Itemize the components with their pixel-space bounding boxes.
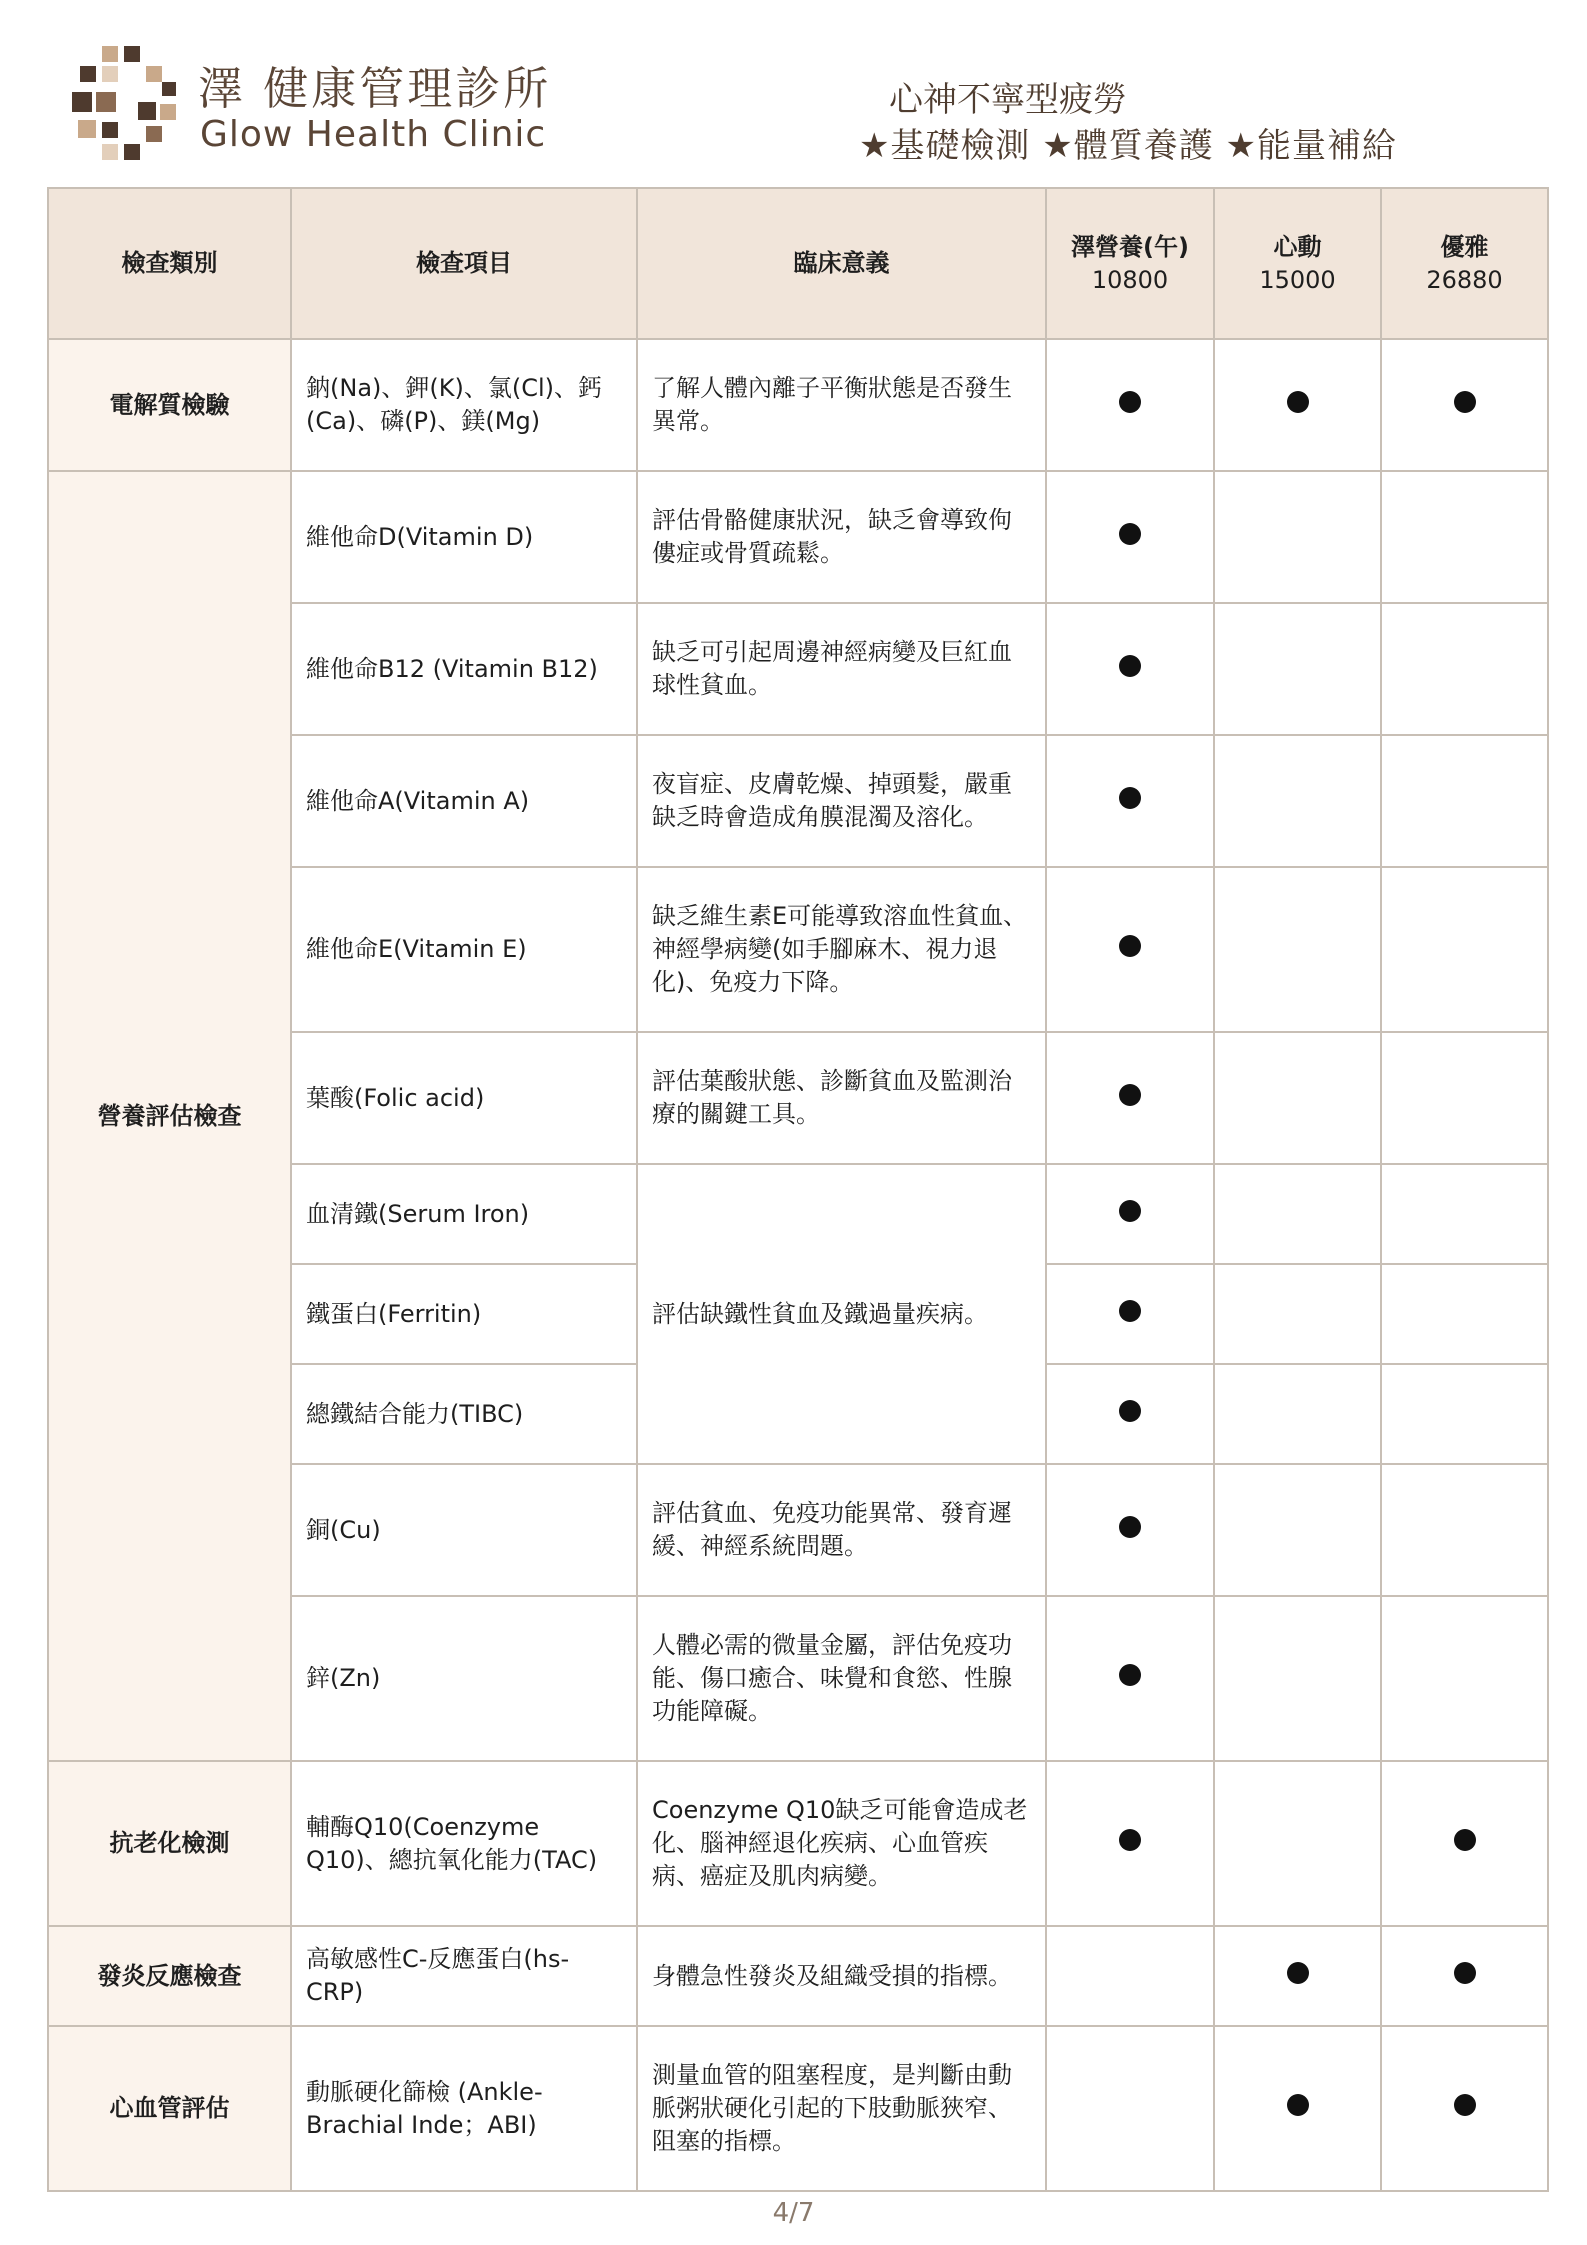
included-dot-icon	[1287, 1962, 1309, 1984]
meaning-cell: 缺乏維生素E可能導致溶血性貧血、神經學病變(如手腳麻木、視力退化)、免疫力下降。	[637, 867, 1046, 1032]
item-cell: 葉酸(Folic acid)	[291, 1032, 637, 1164]
plan2-mark	[1214, 1264, 1381, 1364]
plan2-mark	[1214, 603, 1381, 735]
category-cell: 營養評估檢查	[48, 471, 291, 1761]
plan2-mark	[1214, 1032, 1381, 1164]
category-cell: 抗老化檢測	[48, 1761, 291, 1926]
plan2-mark	[1214, 735, 1381, 867]
included-dot-icon	[1119, 1829, 1141, 1851]
plan3-mark	[1381, 867, 1548, 1032]
plan3-mark	[1381, 1032, 1548, 1164]
included-dot-icon	[1119, 523, 1141, 545]
included-dot-icon	[1454, 391, 1476, 413]
plan2-mark	[1214, 471, 1381, 603]
plan3-mark	[1381, 2026, 1548, 2191]
item-cell: 動脈硬化篩檢 (Ankle-Brachial Inde；ABI)	[291, 2026, 637, 2191]
plan3-mark	[1381, 735, 1548, 867]
included-dot-icon	[1119, 655, 1141, 677]
included-dot-icon	[1119, 1400, 1141, 1422]
item-cell: 輔酶Q10(Coenzyme Q10)、總抗氧化能力(TAC)	[291, 1761, 637, 1926]
included-dot-icon	[1119, 1084, 1141, 1106]
included-dot-icon	[1119, 1200, 1141, 1222]
plan2-mark	[1214, 1464, 1381, 1596]
item-cell: 維他命A(Vitamin A)	[291, 735, 637, 867]
plan1-mark	[1046, 1464, 1214, 1596]
plan2-mark	[1214, 867, 1381, 1032]
meaning-cell: 評估骨骼健康狀況，缺乏會導致佝僂症或骨質疏鬆。	[637, 471, 1046, 603]
plan1-mark	[1046, 2026, 1214, 2191]
plan1-name: 澤營養(午)	[1071, 232, 1189, 261]
promo-title: 心神不寧型疲勞	[889, 80, 1127, 120]
table-row	[48, 339, 1548, 471]
included-dot-icon	[1119, 787, 1141, 809]
plan3-mark	[1381, 339, 1548, 471]
plan1-mark	[1046, 471, 1214, 603]
category-cell: 電解質檢驗	[48, 339, 291, 471]
plan1-mark	[1046, 735, 1214, 867]
meaning-cell: 測量血管的阻塞程度，是判斷由動脈粥狀硬化引起的下肢動脈狹窄、阻塞的指標。	[637, 2026, 1046, 2191]
category-cell: 發炎反應檢查	[48, 1926, 291, 2026]
clinic-logo-icon	[72, 46, 182, 162]
included-dot-icon	[1454, 1962, 1476, 1984]
plan1-mark	[1046, 1364, 1214, 1464]
plan3-mark	[1381, 1264, 1548, 1364]
included-dot-icon	[1119, 935, 1141, 957]
meaning-cell: 身體急性發炎及組織受損的指標。	[637, 1926, 1046, 2026]
page-number: 4/7	[772, 2198, 815, 2228]
meaning-cell: 夜盲症、皮膚乾燥、掉頭髮，嚴重缺乏時會造成角膜混濁及溶化。	[637, 735, 1046, 867]
item-cell: 鋅(Zn)	[291, 1596, 637, 1761]
header-meaning: 臨床意義	[637, 188, 1046, 339]
plan3-price: 26880	[1426, 265, 1503, 294]
plan3-mark	[1381, 1596, 1548, 1761]
item-cell: 鐵蛋白(Ferritin)	[291, 1264, 637, 1364]
item-cell: 總鐵結合能力(TIBC)	[291, 1364, 637, 1464]
plan2-mark	[1214, 1596, 1381, 1761]
plan1-mark	[1046, 1164, 1214, 1264]
item-cell: 銅(Cu)	[291, 1464, 637, 1596]
category-cell: 心血管評估	[48, 2026, 291, 2191]
header-plan2	[1214, 188, 1381, 339]
plan3-name: 優雅	[1440, 232, 1489, 261]
table-row	[48, 1761, 1548, 1926]
table-row	[48, 2026, 1548, 2191]
table-header-row	[48, 188, 1548, 339]
included-dot-icon	[1119, 391, 1141, 413]
meaning-cell: 人體必需的微量金屬，評估免疫功能、傷口癒合、味覺和食慾、性腺功能障礙。	[637, 1596, 1046, 1761]
included-dot-icon	[1119, 1516, 1141, 1538]
clinic-name-en: Glow Health Clinic	[200, 114, 547, 155]
plan1-mark	[1046, 1926, 1214, 2026]
plan1-mark	[1046, 867, 1214, 1032]
plan3-mark	[1381, 1364, 1548, 1464]
item-cell: 高敏感性C-反應蛋白(hs-CRP)	[291, 1926, 637, 2026]
meaning-cell: 評估貧血、免疫功能異常、發育遲緩、神經系統問題。	[637, 1464, 1046, 1596]
clinic-name-cn: 澤 健康管理診所	[198, 62, 552, 115]
plan2-mark	[1214, 1164, 1381, 1264]
plan3-mark	[1381, 1926, 1548, 2026]
item-cell: 維他命B12 (Vitamin B12)	[291, 603, 637, 735]
item-cell: 維他命D(Vitamin D)	[291, 471, 637, 603]
header-plan1	[1046, 188, 1214, 339]
header-plan3	[1381, 188, 1548, 339]
plan3-mark	[1381, 471, 1548, 603]
plan2-mark	[1214, 1761, 1381, 1926]
plan2-price: 15000	[1259, 265, 1336, 294]
item-cell: 鈉(Na)、鉀(K)、氯(Cl)、鈣(Ca)、磷(P)、鎂(Mg)	[291, 339, 637, 471]
plan1-mark	[1046, 1596, 1214, 1761]
plan2-mark	[1214, 2026, 1381, 2191]
plan2-mark	[1214, 339, 1381, 471]
plan3-mark	[1381, 1761, 1548, 1926]
header-item: 檢查項目	[291, 188, 637, 339]
included-dot-icon	[1119, 1300, 1141, 1322]
plan3-mark	[1381, 603, 1548, 735]
meaning-cell: Coenzyme Q10缺乏可能會造成老化、腦神經退化疾病、心血管疾病、癌症及肌肉病變。	[637, 1761, 1046, 1926]
plan3-mark	[1381, 1164, 1548, 1264]
header-category: 檢查類別	[48, 188, 291, 339]
plan2-name: 心動	[1273, 232, 1322, 261]
included-dot-icon	[1454, 2094, 1476, 2116]
meaning-cell: 了解人體內離子平衡狀態是否發生異常。	[637, 339, 1046, 471]
promo-subtitle: ★基礎檢測 ★體質養護 ★能量補給	[858, 126, 1397, 166]
plan1-mark	[1046, 339, 1214, 471]
plan3-mark	[1381, 1464, 1548, 1596]
included-dot-icon	[1454, 1829, 1476, 1851]
included-dot-icon	[1119, 1664, 1141, 1686]
plan1-mark	[1046, 1032, 1214, 1164]
included-dot-icon	[1287, 2094, 1309, 2116]
item-cell: 血清鐵(Serum Iron)	[291, 1164, 637, 1264]
plan1-price: 10800	[1091, 265, 1169, 294]
plan1-mark	[1046, 603, 1214, 735]
meaning-cell: 評估缺鐵性貧血及鐵過量疾病。	[637, 1164, 1046, 1464]
exam-table	[47, 187, 1549, 2192]
plan2-mark	[1214, 1926, 1381, 2026]
table-row	[48, 1926, 1548, 2026]
meaning-cell: 缺乏可引起周邊神經病變及巨紅血球性貧血。	[637, 603, 1046, 735]
meaning-cell: 評估葉酸狀態、診斷貧血及監測治療的關鍵工具。	[637, 1032, 1046, 1164]
item-cell: 維他命E(Vitamin E)	[291, 867, 637, 1032]
plan1-mark	[1046, 1264, 1214, 1364]
plan1-mark	[1046, 1761, 1214, 1926]
page-header	[0, 0, 1587, 185]
table-row	[48, 471, 1548, 603]
plan2-mark	[1214, 1364, 1381, 1464]
included-dot-icon	[1287, 391, 1309, 413]
